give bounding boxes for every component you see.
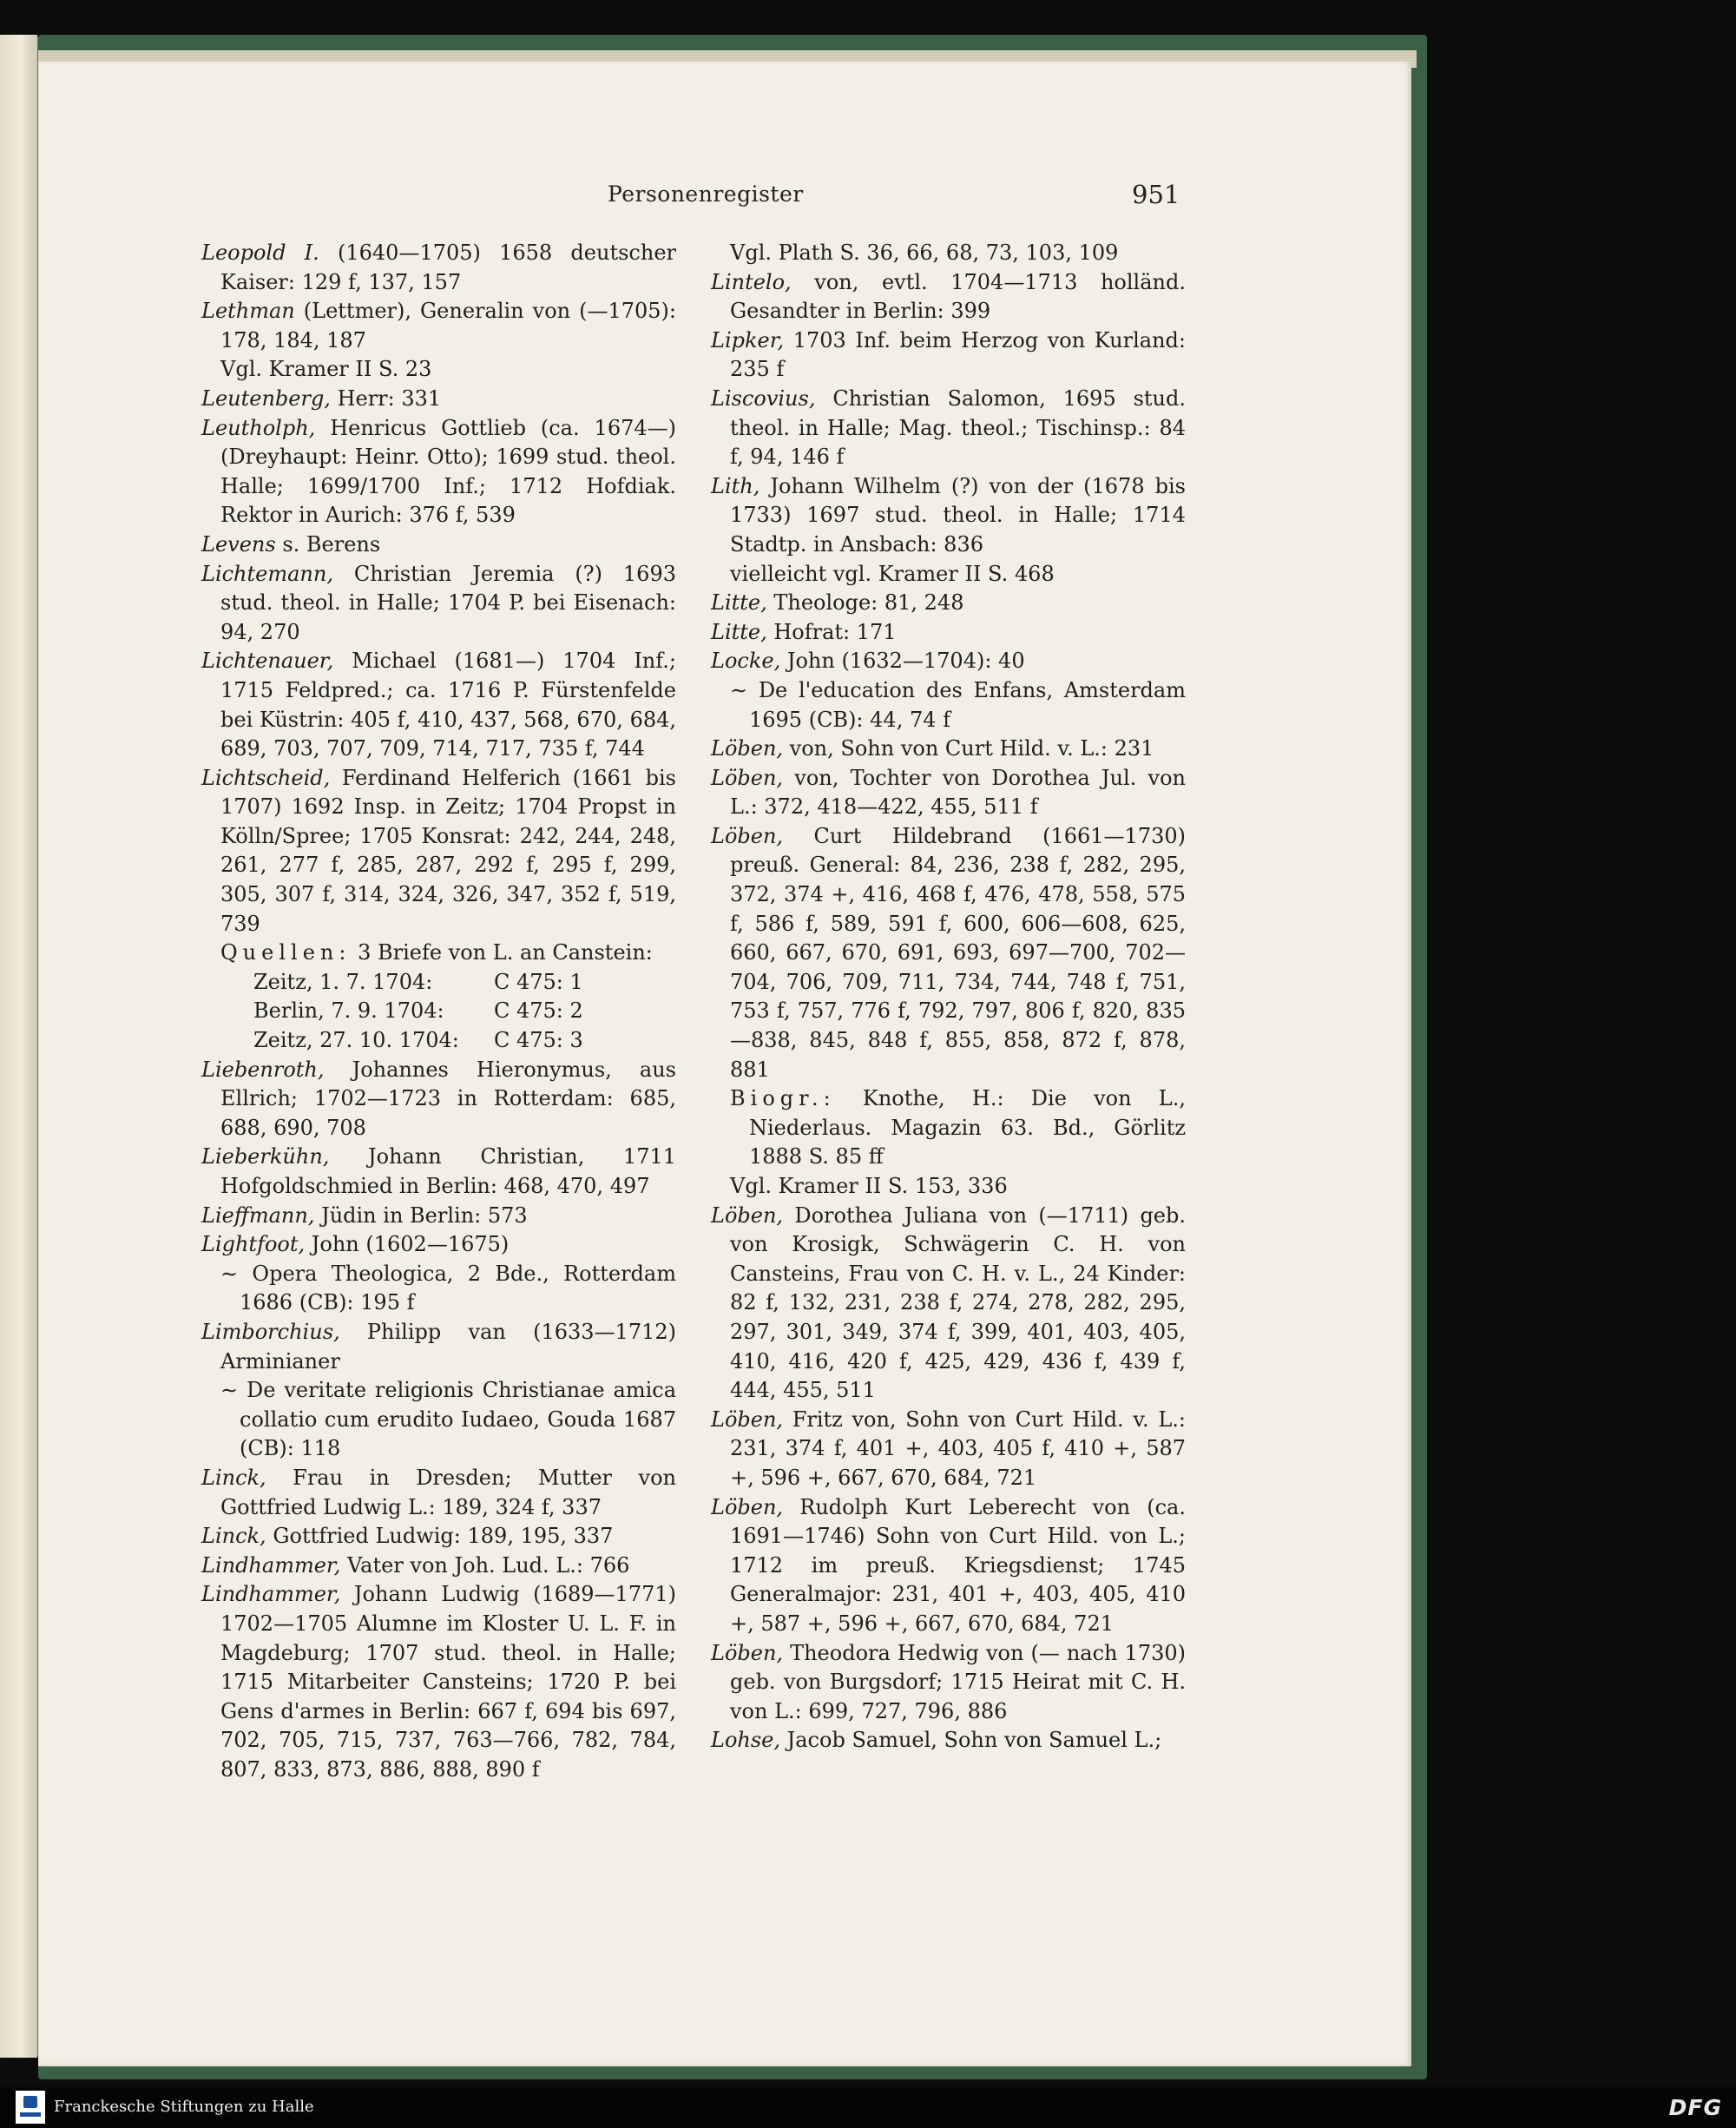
entry-name: Lieffmann, <box>201 1202 315 1228</box>
entry-text: Johann Ludwig (1689—1771) 1702—1705 Alumne im Kloster U. L. F. in Magdeburg; 1707 stud. theol. in Halle; 1715 Mitarbeiter Cansteins; 1720 P. bei Gens d'armes in Berlin: 667 f, 694 bis 697, 702, 705, 715, 737, 763—766, 782, 784, 807, 833, 873, 886, 888, 890 f <box>220 1582 676 1782</box>
dfg-logo[interactable]: DFG <box>1668 2095 1722 2120</box>
entry-text: Vater von Joh. Lud. L.: 766 <box>340 1552 630 1578</box>
entry-text: ∼ Opera Theologica, 2 Bde., Rotterdam 1686 (CB): 195 f <box>220 1261 676 1315</box>
entry-text: s. Berens <box>275 531 381 557</box>
entry-text: Johann Wilhelm (?) von der (1678 bis 1733) 1697 stud. theol. in Halle; 1714 Stadtp. in Ansbach: 836 <box>730 473 1186 557</box>
index-entry <box>201 647 676 763</box>
running-title: Personenregister <box>608 181 804 207</box>
index-entry <box>711 676 1186 735</box>
entry-name: Limborchius, <box>201 1319 340 1344</box>
index-entry <box>711 735 1186 764</box>
entry-text: Curt Hildebrand (1661—1730) preuß. General: 84, 236, 238 f, 282, 295, 372, 374 +, 416, 468 f, 476, 478, 558, 575 f, 586 f, 589, 591 f, 600, 606—608, 625, 660, 667, 670, 691, 693, 697—700, 702—704, 706, 709, 711, 734, 744, 748 f, 751, 753 f, 757, 776 f, 792, 797, 806 f, 820, 835—838, 845, 848 f, 855, 858, 872 f, 878, 881 <box>730 823 1186 1082</box>
running-header <box>38 181 1411 225</box>
viewer-footer <box>0 2087 1736 2128</box>
index-entry <box>201 939 676 968</box>
index-entry <box>201 1522 676 1552</box>
index-entry <box>711 385 1186 472</box>
index-entry <box>711 268 1186 326</box>
index-entry <box>711 618 1186 648</box>
index-entry <box>201 1202 676 1231</box>
institution-logo-icon[interactable] <box>16 2091 45 2124</box>
entry-text: Jacob Samuel, Sohn von Samuel L.; <box>780 1728 1162 1753</box>
entry-name: Leutholph, <box>201 415 316 440</box>
index-entry <box>201 1464 676 1522</box>
index-entry <box>201 1552 676 1581</box>
index-entry <box>201 1056 676 1143</box>
index-entry <box>711 1726 1186 1756</box>
entry-text: Theologe: 81, 248 <box>766 590 964 616</box>
institution-name[interactable]: Franckesche Stiftungen zu Halle <box>54 2098 314 2116</box>
entry-name: Löben, <box>711 1407 784 1432</box>
entry-text: Knothe, H.: Die von L., Niederlaus. Magazin 63. Bd., Görlitz 1888 S. 85 ff <box>749 1086 1186 1169</box>
entry-text: John (1632—1704): 40 <box>780 649 1025 674</box>
index-entry <box>201 1580 676 1784</box>
entry-text: 3 Briefe von L. an Canstein: <box>351 940 653 965</box>
entry-text: Herr: 331 <box>330 385 442 411</box>
index-entry <box>711 560 1186 590</box>
index-entry <box>711 1172 1186 1202</box>
entry-text: Ferdinand Helferich (1661 bis 1707) 1692 Insp. in Zeitz; 1704 Propst in Kölln/Spree; 1705 Konsrat: 242, 244, 248, 261, 277 f, 285, 287, 292 f, 295 f, 299, 305, 307 f, 314, 324, 326, 347, 352 f, 519, 739 <box>220 765 676 936</box>
section-label: Biogr.: <box>730 1086 836 1111</box>
entry-text: Dorothea Juliana von (—1711) geb. von Krosigk, Schwägerin C. H. von Cansteins, Frau von C. H. v. L., 24 Kinder: 82 f, 132, 231, 238 f, 274, 278, 282, 295, 297, 301, 349, 374 f, 399, 401, 403, 405, 410, 416, 420 f, 425, 429, 436 f, 439 f, 444, 455, 511 <box>730 1202 1186 1403</box>
index-entry <box>711 647 1186 676</box>
index-entry <box>711 1202 1186 1406</box>
index-entry <box>711 1493 1186 1639</box>
entry-name: Lintelo, <box>711 269 792 294</box>
index-entry <box>711 326 1186 385</box>
entry-text: Christian Salomon, 1695 stud. theol. in Halle; Mag. theol.; Tischinsp.: 84 f, 94, 146 f <box>730 385 1186 470</box>
entry-text: Fritz von, Sohn von Curt Hild. v. L.: 231, 374 f, 401 +, 403, 405 f, 410 +, 587 +, 596 +, 667, 670, 684, 721 <box>730 1407 1186 1490</box>
index-entry <box>201 764 676 939</box>
index-entry <box>201 297 676 355</box>
entry-text: Vgl. Kramer II S. 153, 336 <box>730 1174 1008 1198</box>
entry-text: John (1602—1675) <box>305 1232 510 1257</box>
entry-text: ∼ De veritate religionis Christianae amica collatio cum erudito Iudaeo, Gouda 1687 (CB): 118 <box>220 1378 676 1461</box>
entry-text: Henricus Gottlieb (ca. 1674—) (Dreyhaupt: Heinr. Otto); 1699 stud. theol. Halle; 1699/1700 Inf.; 1712 Hofdiak. Rektor in Aurich: 376 f, 539 <box>220 415 676 528</box>
entry-text: (Lettmer), Generalin von (—1705): 178, 184, 187 <box>220 299 676 352</box>
index-column-right <box>711 239 1186 1756</box>
entry-text: Johannes Hieronymus, aus Ellrich; 1702—1723 in Rotterdam: 685, 688, 690, 708 <box>220 1057 676 1140</box>
entry-name: Lith, <box>711 473 760 498</box>
source-row <box>201 997 676 1026</box>
entry-name: Linck, <box>201 1524 266 1549</box>
source-letter: Zeitz, 1. 7. 1704: <box>253 969 433 994</box>
source-signature: C 475: 3 <box>494 1028 583 1053</box>
index-entry <box>201 1376 676 1464</box>
index-entry <box>711 764 1186 822</box>
index-entry <box>711 589 1186 618</box>
index-column-left <box>201 239 676 1784</box>
entry-text: Michael (1681—) 1704 Inf.; 1715 Feldpred.; ca. 1716 P. Fürstenfelde bei Küstrin: 405 f, 410, 437, 568, 670, 684, 689, 703, 707, 709, 714, 717, 735 f, 744 <box>220 649 676 761</box>
index-entry <box>711 1406 1186 1493</box>
entry-text: von, evtl. 1704—1713 holländ. Gesandter in Berlin: 399 <box>730 269 1186 324</box>
index-entry <box>201 560 676 648</box>
entry-text: Hofrat: 171 <box>766 619 897 644</box>
section-label: Quellen: <box>220 940 352 965</box>
entry-text: (1640—1705) 1658 deutscher Kaiser: 129 f, 137, 157 <box>220 240 676 294</box>
entry-name: Locke, <box>711 649 781 674</box>
entry-name: Lindhammer, <box>201 1582 341 1607</box>
entry-name: Löben, <box>711 823 784 848</box>
entry-name: Litte, <box>711 590 767 616</box>
entry-name: Liscovius, <box>711 385 816 411</box>
entry-text: 1703 Inf. beim Herzog von Kurland: 235 f <box>730 327 1186 382</box>
entry-text: von, Sohn von Curt Hild. v. L.: 231 <box>783 736 1154 761</box>
entry-name: Löben, <box>711 765 784 790</box>
index-entry <box>711 822 1186 1084</box>
index-entry <box>201 1143 676 1201</box>
entry-name: Lindhammer, <box>201 1552 341 1578</box>
entry-name: Levens <box>201 531 276 557</box>
entry-text: Theodora Hedwig von (— nach 1730) geb. von Burgsdorf; 1715 Heirat mit C. H. von L.: 699, 727, 796, 886 <box>730 1640 1186 1723</box>
source-letter: Zeitz, 27. 10. 1704: <box>253 1028 459 1053</box>
entry-text: Johann Christian, 1711 Hofgoldschmied in Berlin: 468, 470, 497 <box>220 1144 676 1198</box>
entry-text: vielleicht vgl. Kramer II S. 468 <box>730 561 1055 586</box>
entry-text: Rudolph Kurt Leberecht von (ca. 1691—1746) Sohn von Curt Hild. von L.; 1712 im preuß. Kriegsdienst; 1745 Generalmajor: 231, 401 +, 403, 405, 410 +, 587 +, 596 +, 667, 670, 684, 721 <box>730 1494 1186 1636</box>
entry-name: Lieberkühn, <box>201 1144 330 1169</box>
entry-text: Vgl. Kramer II S. 23 <box>220 357 432 382</box>
source-signature: C 475: 2 <box>494 998 583 1024</box>
entry-name: Leutenberg, <box>201 385 331 411</box>
source-row <box>201 968 676 998</box>
index-entry <box>201 1230 676 1260</box>
index-entry <box>201 530 676 560</box>
index-entry <box>201 385 676 414</box>
entry-name: Litte, <box>711 619 767 644</box>
source-row <box>201 1026 676 1056</box>
entry-text: Gottfried Ludwig: 189, 195, 337 <box>266 1524 614 1549</box>
book-page <box>38 61 1411 2066</box>
entry-text: ∼ De l'education des Enfans, Amsterdam 1695 (CB): 44, 74 f <box>730 677 1186 732</box>
page-number: 951 <box>1132 180 1180 209</box>
entry-name: Lethman <box>201 299 295 324</box>
entry-text: Christian Jeremia (?) 1693 stud. theol. in Halle; 1704 P. bei Eisenach: 94, 270 <box>220 561 676 644</box>
entry-name: Löben, <box>711 1494 784 1519</box>
entry-name: Lightfoot, <box>201 1232 306 1257</box>
entry-name: Lichtscheid, <box>201 765 331 790</box>
facing-page-edge <box>0 35 39 2058</box>
index-entry <box>711 472 1186 560</box>
index-entry <box>201 239 676 297</box>
entry-name: Leopold I. <box>201 240 319 265</box>
entry-text: Jüdin in Berlin: 573 <box>314 1202 528 1228</box>
entry-text: Philipp van (1633—1712) Arminianer <box>220 1319 676 1374</box>
entry-name: Lichtemann, <box>201 561 333 586</box>
index-entry <box>201 1260 676 1318</box>
source-letter: Berlin, 7. 9. 1704: <box>253 998 444 1024</box>
entry-name: Löben, <box>711 736 784 761</box>
index-entry <box>711 239 1186 268</box>
index-entry <box>711 1639 1186 1727</box>
entry-name: Löben, <box>711 1640 784 1665</box>
entry-name: Linck, <box>201 1465 266 1490</box>
index-entry <box>201 1318 676 1376</box>
entry-name: Lichtenauer, <box>201 649 334 674</box>
entry-name: Lipker, <box>711 327 785 352</box>
entry-name: Liebenroth, <box>201 1057 325 1082</box>
entry-text: Vgl. Plath S. 36, 66, 68, 73, 103, 109 <box>730 240 1119 265</box>
entry-name: Lohse, <box>711 1728 780 1753</box>
index-entry <box>711 1084 1186 1172</box>
entry-text: von, Tochter von Dorothea Jul. von L.: 372, 418—422, 455, 511 f <box>730 765 1186 820</box>
entry-text: Frau in Dresden; Mutter von Gottfried Ludwig L.: 189, 324 f, 337 <box>220 1465 676 1519</box>
entry-name: Löben, <box>711 1202 784 1228</box>
index-entry <box>201 355 676 385</box>
source-signature: C 475: 1 <box>494 969 583 994</box>
index-entry <box>201 414 676 530</box>
